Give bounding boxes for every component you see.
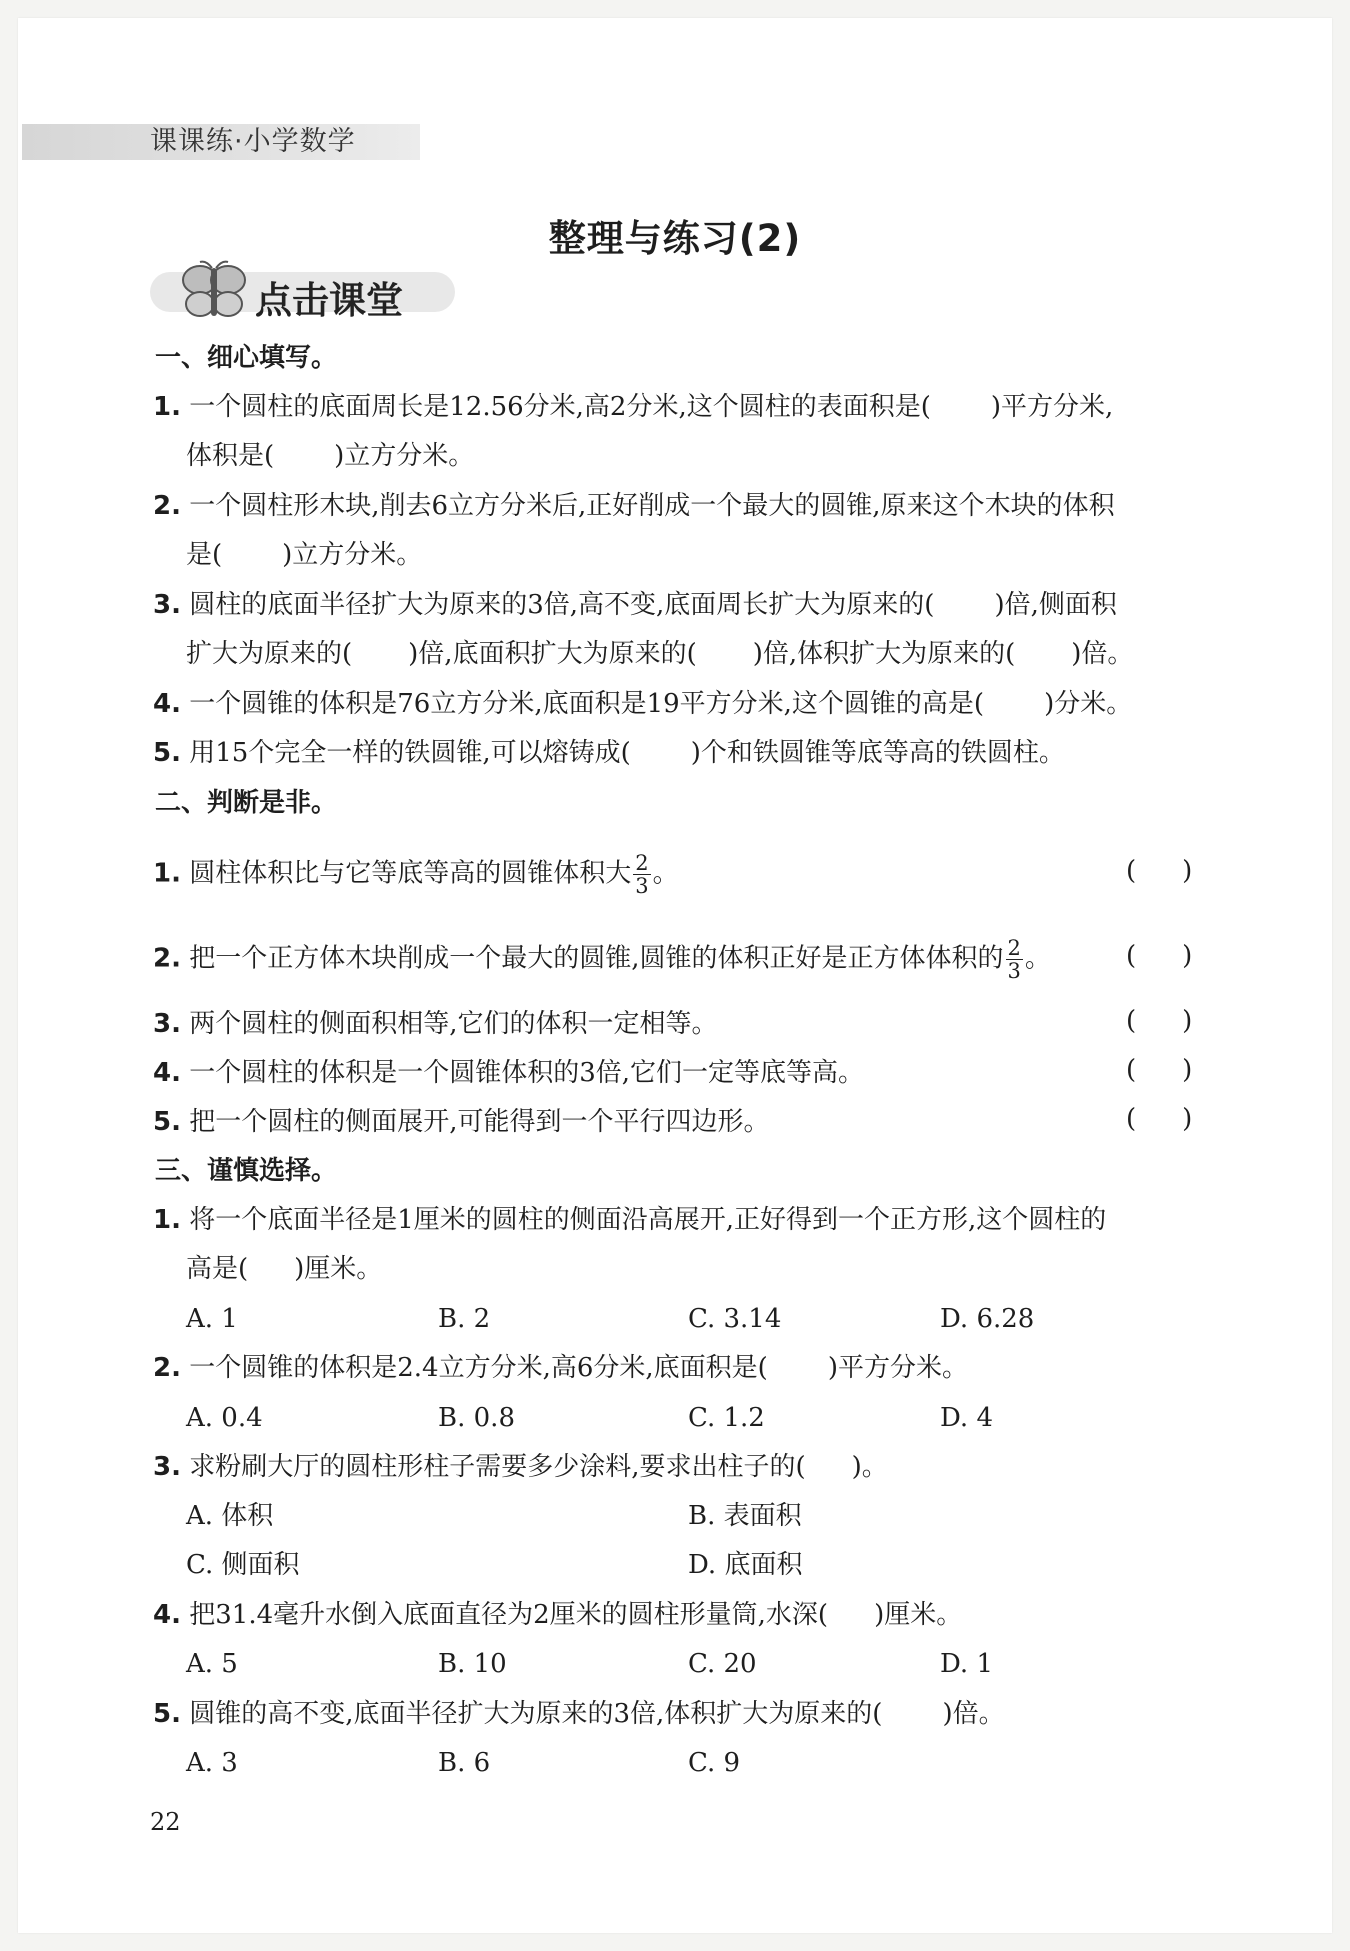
option-d[interactable]: D. 6.28 bbox=[940, 1304, 1035, 1334]
judge-answer-box[interactable]: ( ) bbox=[1126, 1104, 1193, 1134]
fraction: $\frac{2}{3}$ bbox=[1007, 936, 1021, 983]
page-number: 22 bbox=[150, 1808, 181, 1836]
option-c[interactable]: C. 9 bbox=[688, 1748, 741, 1778]
option-a[interactable]: A. 1 bbox=[186, 1304, 238, 1334]
option-a[interactable]: A. 体积 bbox=[186, 1501, 274, 1531]
question-1-4: 4. 一个圆锥的体积是76立方分米,底面积是19平方分米,这个圆锥的高是( )分米。 bbox=[153, 689, 1133, 719]
option-b[interactable]: B. 10 bbox=[438, 1649, 507, 1679]
book-header: 课课练·小学数学 bbox=[150, 126, 356, 157]
question-2-1: 1. 圆柱体积比与它等底等高的圆锥体积大 $\frac{2}{3}$ 。 bbox=[153, 851, 679, 898]
section-heading-choice: 三、谨慎选择。 bbox=[155, 1156, 338, 1186]
question-1-5: 5. 用15个完全一样的铁圆锥,可以熔铸成( )个和铁圆锥等底等高的铁圆柱。 bbox=[153, 738, 1065, 768]
question-2-3: 3. 两个圆柱的侧面积相等,它们的体积一定相等。 bbox=[153, 1009, 718, 1039]
option-d[interactable]: D. 4 bbox=[940, 1403, 993, 1433]
question-1-3-cont: 扩大为原来的( )倍,底面积扩大为原来的( )倍,体积扩大为原来的( )倍。 bbox=[186, 639, 1134, 669]
question-3-5: 5. 圆锥的高不变,底面半径扩大为原来的3倍,体积扩大为原来的( )倍。 bbox=[153, 1699, 1005, 1729]
option-b[interactable]: B. 2 bbox=[438, 1304, 491, 1334]
option-c[interactable]: C. 20 bbox=[688, 1649, 757, 1679]
question-1-2-cont: 是( )立方分米。 bbox=[186, 540, 423, 570]
option-b[interactable]: B. 表面积 bbox=[688, 1501, 802, 1531]
question-1-3: 3. 圆柱的底面半径扩大为原来的3倍,高不变,底面周长扩大为原来的( )倍,侧面积 bbox=[153, 590, 1117, 620]
banner-label: 点击课堂 bbox=[255, 279, 403, 322]
page-title: 整理与练习(2) bbox=[548, 217, 802, 260]
option-a[interactable]: A. 5 bbox=[186, 1649, 238, 1679]
question-3-4: 4. 把31.4毫升水倒入底面直径为2厘米的圆柱形量筒,水深( )厘米。 bbox=[153, 1600, 963, 1630]
option-d[interactable]: D. 底面积 bbox=[688, 1550, 803, 1580]
question-2-2: 2. 把一个正方体木块削成一个最大的圆锥,圆锥的体积正好是正方体体积的 $\frac{2}{3}$ 。 bbox=[153, 936, 1051, 983]
question-1-2: 2. 一个圆柱形木块,削去6立方分米后,正好削成一个最大的圆锥,原来这个木块的体积 bbox=[153, 491, 1115, 521]
option-b[interactable]: B. 0.8 bbox=[438, 1403, 515, 1433]
option-c[interactable]: C. 1.2 bbox=[688, 1403, 765, 1433]
question-3-3: 3. 求粉刷大厅的圆柱形柱子需要多少涂料,要求出柱子的( )。 bbox=[153, 1452, 888, 1482]
option-a[interactable]: A. 3 bbox=[186, 1748, 238, 1778]
judge-answer-box[interactable]: ( ) bbox=[1126, 1006, 1193, 1036]
fraction: $\frac{2}{3}$ bbox=[635, 851, 649, 898]
judge-answer-box[interactable]: ( ) bbox=[1126, 941, 1193, 971]
question-1-1-cont: 体积是( )立方分米。 bbox=[186, 441, 475, 471]
section-heading-judge: 二、判断是非。 bbox=[155, 788, 338, 818]
question-3-1-cont: 高是( )厘米。 bbox=[186, 1254, 383, 1284]
judge-answer-box[interactable]: ( ) bbox=[1126, 1055, 1193, 1085]
question-3-2: 2. 一个圆锥的体积是2.4立方分米,高6分米,底面积是( )平方分米。 bbox=[153, 1353, 968, 1383]
question-number: 1. bbox=[153, 392, 181, 422]
question-1-1: 1. 一个圆柱的底面周长是12.56分米,高2分米,这个圆柱的表面积是( )平方分米, bbox=[153, 392, 1114, 422]
option-b[interactable]: B. 6 bbox=[438, 1748, 491, 1778]
question-2-5: 5. 把一个圆柱的侧面展开,可能得到一个平行四边形。 bbox=[153, 1107, 770, 1137]
question-3-1: 1. 将一个底面半径是1厘米的圆柱的侧面沿高展开,正好得到一个正方形,这个圆柱的 bbox=[153, 1205, 1107, 1235]
section-heading-fill: 一、细心填写。 bbox=[155, 343, 338, 373]
option-d[interactable]: D. 1 bbox=[940, 1649, 993, 1679]
judge-answer-box[interactable]: ( ) bbox=[1126, 856, 1193, 886]
option-a[interactable]: A. 0.4 bbox=[186, 1403, 263, 1433]
question-2-4: 4. 一个圆柱的体积是一个圆锥体积的3倍,它们一定等底等高。 bbox=[153, 1058, 865, 1088]
option-c[interactable]: C. 3.14 bbox=[688, 1304, 782, 1334]
option-c[interactable]: C. 侧面积 bbox=[186, 1550, 300, 1580]
